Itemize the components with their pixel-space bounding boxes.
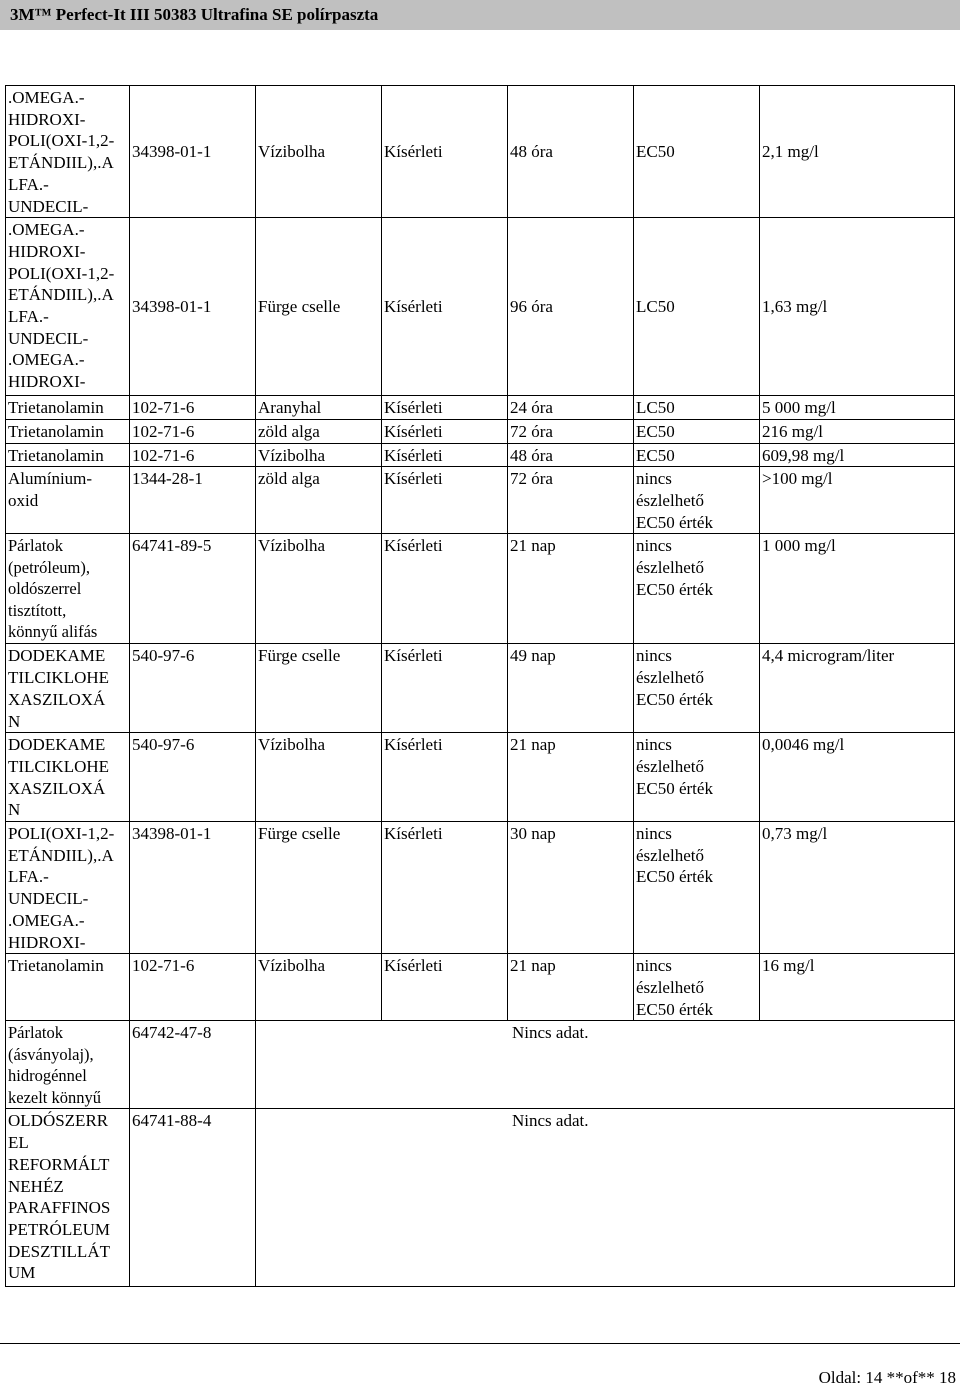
organism-cell: Vízibolha — [256, 733, 382, 822]
test-type-cell: Kísérleti — [382, 954, 508, 1021]
no-data-cell: Nincs adat. — [256, 1021, 955, 1109]
substance-cell: Trietanolamin — [6, 954, 130, 1021]
duration-cell: 72 óra — [508, 467, 634, 534]
duration-cell: 96 óra — [508, 218, 634, 396]
organism-cell: Aranyhal — [256, 396, 382, 420]
footer-divider — [0, 1343, 960, 1344]
endpoint-cell: nincs észlelhető EC50 érték — [634, 534, 760, 644]
table-row — [6, 86, 955, 218]
table-row — [6, 644, 955, 733]
endpoint-cell: LC50 — [634, 396, 760, 420]
organism-cell: Fürge cselle — [256, 644, 382, 733]
cas-cell: 34398-01-1 — [130, 822, 256, 954]
value-cell: 0,0046 mg/l — [760, 733, 955, 822]
value-cell: 216 mg/l — [760, 419, 955, 443]
cas-cell: 102-71-6 — [130, 443, 256, 467]
substance-cell: Párlatok (petróleum), oldószerrel tisztított, könnyű alifás — [6, 534, 130, 644]
duration-cell: 30 nap — [508, 822, 634, 954]
value-cell: >100 mg/l — [760, 467, 955, 534]
cas-cell: 1344-28-1 — [130, 467, 256, 534]
value-cell: 16 mg/l — [760, 954, 955, 1021]
table-row — [6, 467, 955, 534]
test-type-cell: Kísérleti — [382, 419, 508, 443]
substance-cell: Párlatok (ásványolaj), hidrogénnel kezelt könnyű — [6, 1021, 130, 1109]
organism-cell: Fürge cselle — [256, 218, 382, 396]
substance-cell: Trietanolamin — [6, 419, 130, 443]
document-header — [0, 0, 960, 30]
value-cell: 0,73 mg/l — [760, 822, 955, 954]
organism-cell: Vízibolha — [256, 86, 382, 218]
table-row — [6, 1109, 955, 1287]
cas-cell: 102-71-6 — [130, 396, 256, 420]
cas-cell: 64741-89-5 — [130, 534, 256, 644]
duration-cell: 48 óra — [508, 443, 634, 467]
test-type-cell: Kísérleti — [382, 443, 508, 467]
organism-cell: Fürge cselle — [256, 822, 382, 954]
test-type-cell: Kísérleti — [382, 644, 508, 733]
endpoint-cell: nincs észlelhető EC50 érték — [634, 467, 760, 534]
value-cell: 1 000 mg/l — [760, 534, 955, 644]
duration-cell: 24 óra — [508, 396, 634, 420]
substance-cell: OLDÓSZERR EL REFORMÁLT NEHÉZ PARAFFINOS PETRÓLEUM DESZTILLÁT UM — [6, 1109, 130, 1287]
cas-cell: 102-71-6 — [130, 419, 256, 443]
table-row — [6, 443, 955, 467]
test-type-cell: Kísérleti — [382, 86, 508, 218]
duration-cell: 21 nap — [508, 954, 634, 1021]
test-type-cell: Kísérleti — [382, 218, 508, 396]
table-row — [6, 1021, 955, 1109]
table-row — [6, 733, 955, 822]
endpoint-cell: nincs észlelhető EC50 érték — [634, 954, 760, 1021]
table-row — [6, 218, 955, 396]
value-cell: 4,4 microgram/liter — [760, 644, 955, 733]
table-row — [6, 534, 955, 644]
duration-cell: 21 nap — [508, 733, 634, 822]
table-row — [6, 954, 955, 1021]
cas-cell: 34398-01-1 — [130, 218, 256, 396]
page-number: Oldal: 14 **of** 18 — [818, 1368, 956, 1387]
value-cell: 609,98 mg/l — [760, 443, 955, 467]
cas-cell: 34398-01-1 — [130, 86, 256, 218]
endpoint-cell: nincs észlelhető EC50 érték — [634, 733, 760, 822]
organism-cell: zöld alga — [256, 419, 382, 443]
test-type-cell: Kísérleti — [382, 534, 508, 644]
table-row — [6, 419, 955, 443]
substance-cell: DODEKAME TILCIKLOHE XASZILOXÁ N — [6, 644, 130, 733]
substance-cell: Trietanolamin — [6, 443, 130, 467]
cas-cell: 540-97-6 — [130, 733, 256, 822]
cas-cell: 64741-88-4 — [130, 1109, 256, 1287]
endpoint-cell: nincs észlelhető EC50 érték — [634, 822, 760, 954]
endpoint-cell: EC50 — [634, 443, 760, 467]
endpoint-cell: LC50 — [634, 218, 760, 396]
value-cell: 2,1 mg/l — [760, 86, 955, 218]
substance-cell: Alumínium- oxid — [6, 467, 130, 534]
test-type-cell: Kísérleti — [382, 822, 508, 954]
duration-cell: 48 óra — [508, 86, 634, 218]
substance-cell: DODEKAME TILCIKLOHE XASZILOXÁ N — [6, 733, 130, 822]
value-cell: 5 000 mg/l — [760, 396, 955, 420]
substance-cell: .OMEGA.- HIDROXI- POLI(OXI-1,2- ETÁNDIIL),.A LFA.- UNDECIL- .OMEGA.- HIDROXI- — [6, 218, 130, 396]
table-row — [6, 396, 955, 420]
organism-cell: Vízibolha — [256, 443, 382, 467]
cas-cell: 540-97-6 — [130, 644, 256, 733]
endpoint-cell: nincs észlelhető EC50 érték — [634, 644, 760, 733]
substance-cell: Trietanolamin — [6, 396, 130, 420]
organism-cell: Vízibolha — [256, 954, 382, 1021]
organism-cell: Vízibolha — [256, 534, 382, 644]
organism-cell: zöld alga — [256, 467, 382, 534]
no-data-cell: Nincs adat. — [256, 1109, 955, 1287]
endpoint-cell: EC50 — [634, 86, 760, 218]
test-type-cell: Kísérleti — [382, 733, 508, 822]
substance-cell: POLI(OXI-1,2- ETÁNDIIL),.A LFA.- UNDECIL- .OMEGA.- HIDROXI- — [6, 822, 130, 954]
cas-cell: 102-71-6 — [130, 954, 256, 1021]
cas-cell: 64742-47-8 — [130, 1021, 256, 1109]
test-type-cell: Kísérleti — [382, 467, 508, 534]
substance-cell: .OMEGA.- HIDROXI- POLI(OXI-1,2- ETÁNDIIL),.A LFA.- UNDECIL- — [6, 86, 130, 218]
duration-cell: 49 nap — [508, 644, 634, 733]
duration-cell: 21 nap — [508, 534, 634, 644]
test-type-cell: Kísérleti — [382, 396, 508, 420]
endpoint-cell: EC50 — [634, 419, 760, 443]
duration-cell: 72 óra — [508, 419, 634, 443]
value-cell: 1,63 mg/l — [760, 218, 955, 396]
ecotoxicity-table — [5, 85, 955, 1287]
table-row — [6, 822, 955, 954]
document-title: 3M™ Perfect-It III 50383 Ultrafina SE polírpaszta — [10, 5, 379, 24]
